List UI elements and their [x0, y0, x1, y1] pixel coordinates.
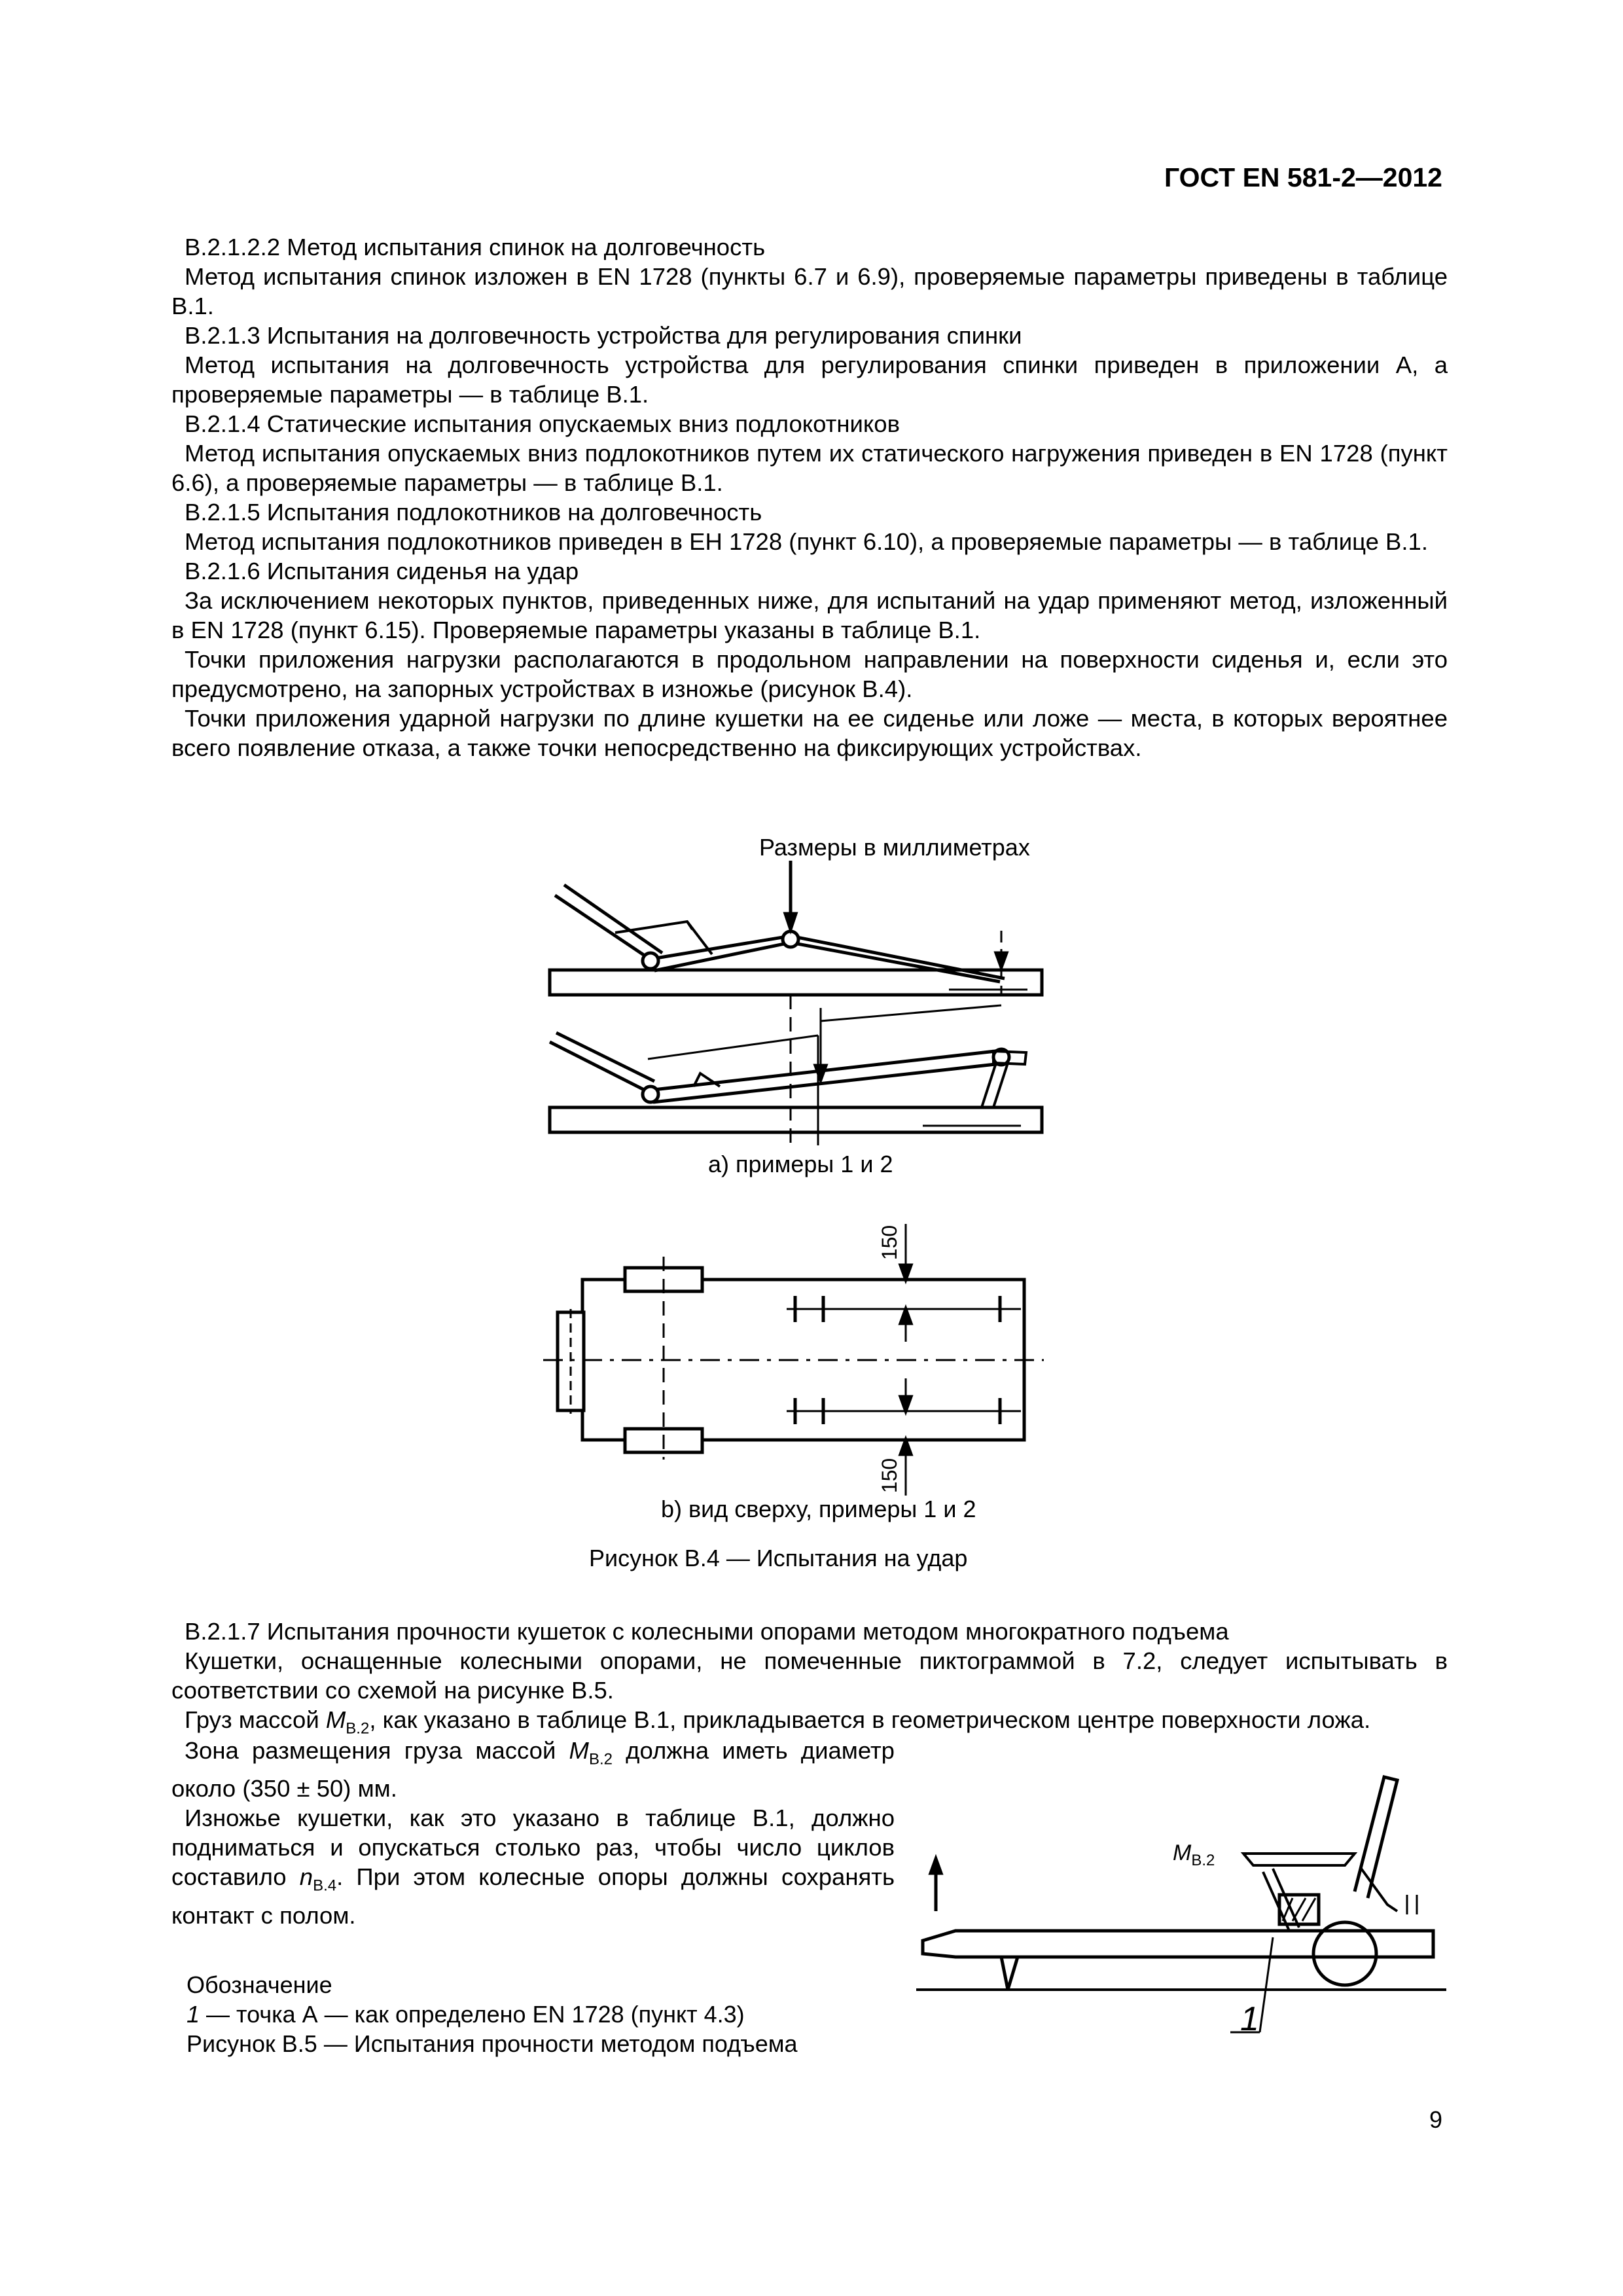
- legend-title: Обозначение: [187, 1971, 332, 1998]
- figure-b4a-side-view: [550, 861, 1042, 1145]
- clause-title: В.2.1.3 Испытания на долговечность устройства для регулирования спинки: [185, 322, 1022, 349]
- clause-title: В.2.1.7 Испытания прочности кушеток с колесными опорами методом многократного подъема: [185, 1618, 1229, 1645]
- clause-body: Кушетки, оснащенные колесными опорами, не помеченные пиктограммой в 7.2, следует испытывать в соответствии со схемой на рисунке В.5.: [171, 1647, 1448, 1704]
- lower-text-block: [171, 1617, 1448, 1743]
- figure-b4b-caption: b) вид сверху, примеры 1 и 2: [661, 1496, 976, 1522]
- document-standard-code: ГОСТ EN 581-2—2012: [1164, 162, 1442, 192]
- clause-title: В.2.1.5 Испытания подлокотников на долговечность: [185, 499, 762, 526]
- lower-text-narrow: [171, 1736, 895, 1930]
- dimension-label-top: 150: [878, 1225, 902, 1261]
- clause-body: Зона размещения груза массой $M_{В.2}$ должна иметь диаметр около (350 ± 50) мм.: [171, 1737, 895, 1803]
- clause-body: Точки приложения ударной нагрузки по длине кушетки на ее сиденье или ложе — места, в которых вероятнее всего появление отказа, а также точки непосредственно на фиксирующих устройствах.: [171, 705, 1448, 761]
- figure-b4a-caption: а) примеры 1 и 2: [708, 1151, 893, 1177]
- page-number: 9: [1429, 2106, 1442, 2133]
- callout-number: 1: [1240, 2000, 1259, 2038]
- load-label: $M_{В.2}$: [1173, 1840, 1215, 1869]
- dimension-label-bottom: 150: [878, 1458, 902, 1494]
- clause-title: В.2.1.4 Статические испытания опускаемых вниз подлокотников: [185, 410, 900, 437]
- figure-b4-title: Рисунок В.4 — Испытания на удар: [589, 1545, 968, 1571]
- clause-body: За исключением некоторых пунктов, приведенных ниже, для испытаний на удар применяют метод, изложенный в EN 1728 (пункт 6.15). Проверяемые параметры указаны в таблице В.1.: [171, 587, 1448, 643]
- figure-b5-title: Рисунок В.5 — Испытания прочности методом подъема: [187, 2030, 798, 2057]
- clause-body: Метод испытания опускаемых вниз подлокотников путем их статического нагружения приведен в EN 1728 (пункт 6.6), а проверяемые параметры — в таблице В.1.: [171, 440, 1448, 496]
- clause-body: Груз массой $M_{В.2}$, как указано в таблице В.1, прикладывается в геометрическом центре поверхности ложа.: [185, 1706, 1371, 1738]
- clause-body: Метод испытания спинок изложен в EN 1728 (пункты 6.7 и 6.9), проверяемые параметры приведены в таблице В.1.: [171, 263, 1448, 319]
- clause-body: Метод испытания подлокотников приведен в ЕН 1728 (пункт 6.10), а проверяемые параметры — в таблице В.1.: [185, 528, 1428, 555]
- dimensions-note: Размеры в миллиметрах: [759, 834, 1030, 861]
- clause-title: В.2.1.6 Испытания сиденья на удар: [185, 558, 579, 584]
- figure-b4b-top-view: [543, 1224, 1044, 1496]
- clause-body: Метод испытания на долговечность устройства для регулирования спинки приведен в приложении А, а проверяемые параметры — в таблице В.1.: [171, 351, 1448, 408]
- clause-title: В.2.1.2.2 Метод испытания спинок на долговечность: [185, 234, 766, 260]
- figure-b5-lift-test: [916, 1777, 1446, 2032]
- clause-body: Изножье кушетки, как это указано в таблице В.1, должно подниматься и опускаться столько раз, чтобы число циклов составило $n_{В.4}$. При этом колесные опоры должны сохранять контакт с полом.: [171, 1804, 895, 1929]
- clause-body: Точки приложения нагрузки располагаются в продольном направлении на поверхности сиденья и, если это предусмотрено, на запорных устройствах в изножье (рисунок В.4).: [171, 646, 1448, 702]
- legend-item: 1 — точка А — как определено EN 1728 (пункт 4.3): [187, 2001, 745, 2028]
